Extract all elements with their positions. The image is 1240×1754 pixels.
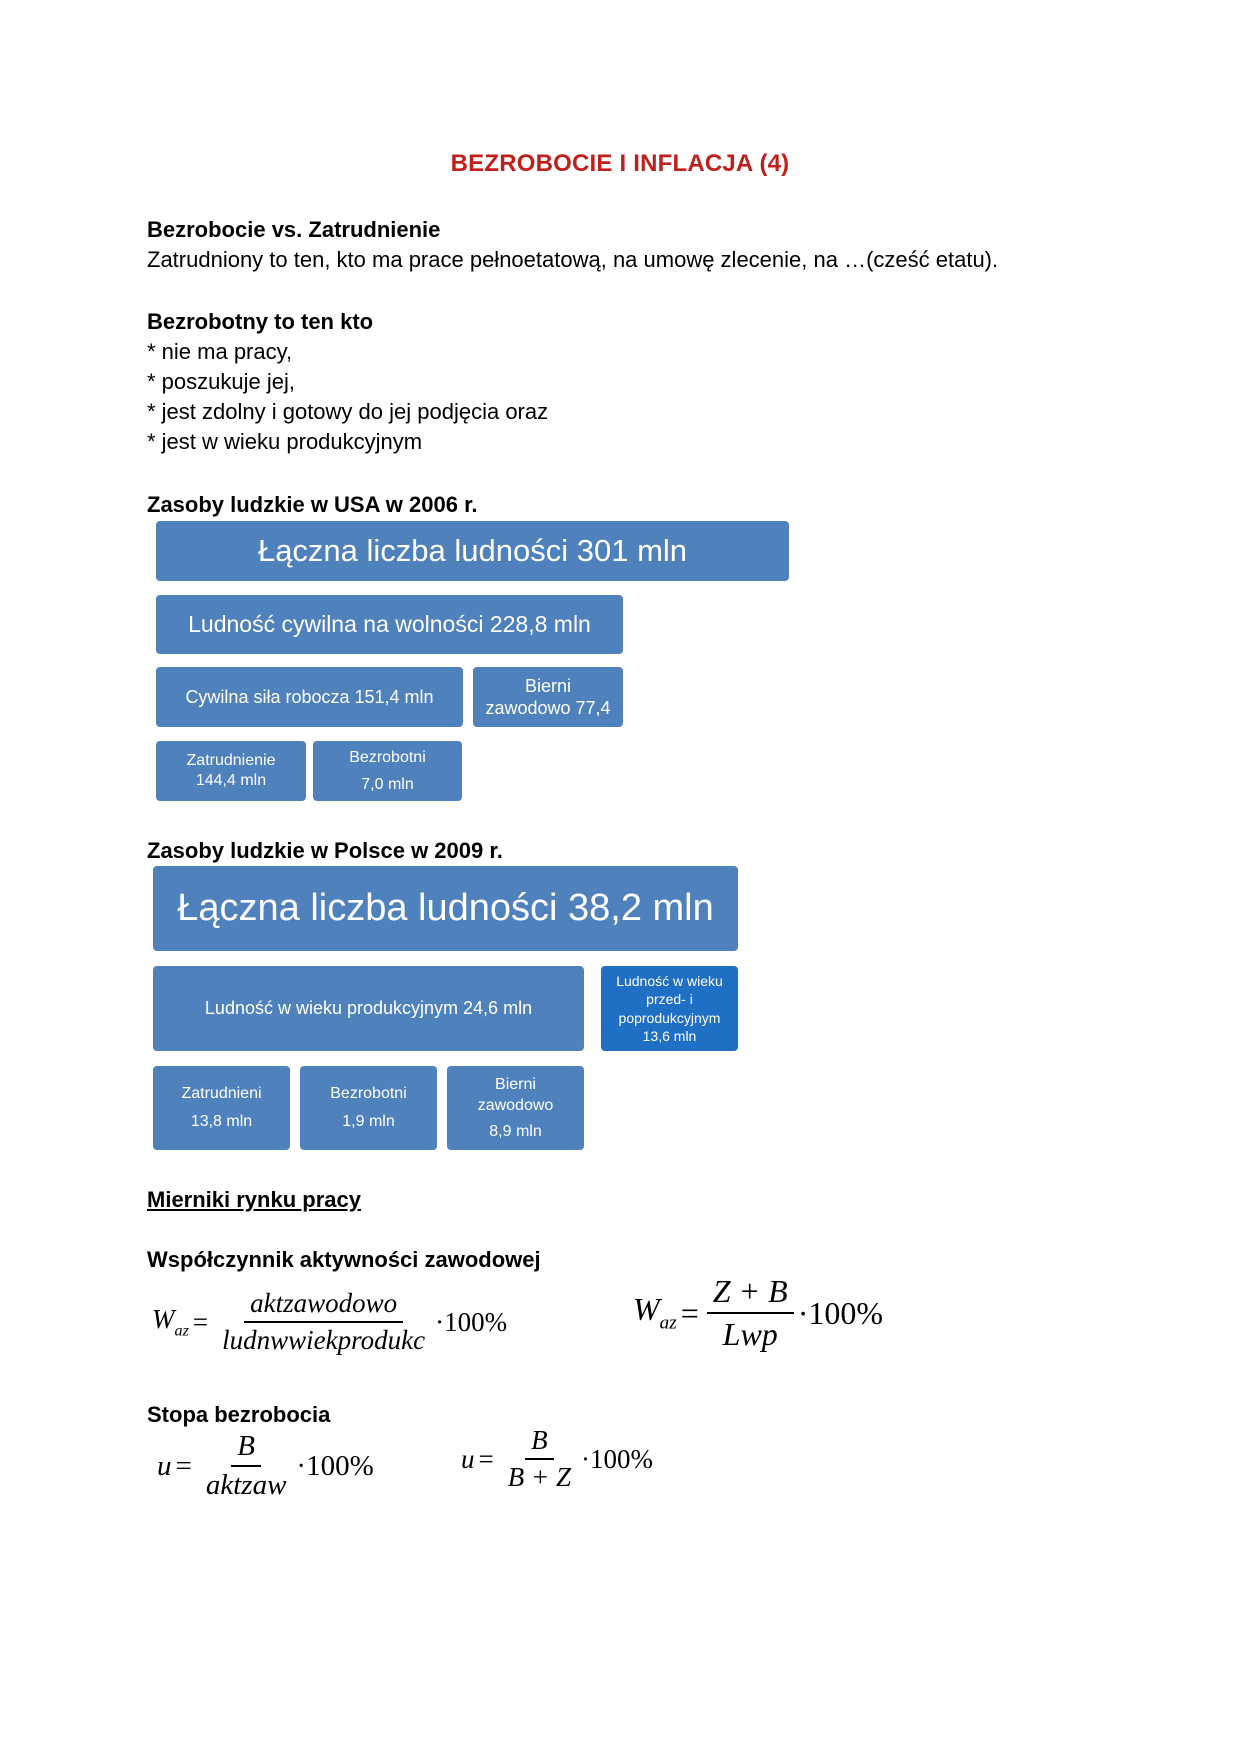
list-item: * nie ma pracy,	[147, 339, 293, 364]
unemployment-rate-heading: Stopa bezrobocia	[147, 1402, 331, 1427]
usa-civilian-box	[156, 595, 623, 654]
poland-employed-line: Zatrudnieni	[181, 1085, 262, 1102]
poland-total-box	[153, 866, 738, 951]
list-item: * jest zdolny i gotowy do jej podjęcia oraz	[147, 399, 549, 424]
usa-unemployed-line: Bezrobotni	[349, 748, 426, 766]
subscript-az: az	[174, 1321, 189, 1340]
measures-heading: Mierniki rynku pracy	[147, 1187, 361, 1212]
poland-other-age-line: Ludność w wieku	[616, 973, 723, 990]
fraction-denominator: ludnwwiekprodukc	[222, 1325, 426, 1355]
fraction-denominator: Lwp	[722, 1316, 778, 1352]
usa-employed-box	[156, 741, 306, 801]
usa-inactive-line: Bierni	[524, 675, 572, 696]
poland-heading: Zasoby ludzkie w Polsce w 2009 r.	[147, 838, 503, 863]
usa-inactive-line: zawodowo 77,4	[485, 698, 611, 718]
poland-working-age-box	[153, 966, 584, 1051]
usa-labor-force-label: Cywilna siła robocza 151,4 mln	[185, 686, 434, 707]
employment-definition: Zatrudniony to ten, kto ma prace pełnoetatową, na umowę zlecenie, na …(cześć etatu).	[147, 247, 999, 272]
fraction-numerator: B	[525, 1425, 554, 1460]
times-100-percent: ·100%	[296, 1449, 374, 1482]
fraction-denominator: B + Z	[507, 1462, 571, 1492]
fraction-denominator: aktzaw	[205, 1469, 287, 1501]
section-heading-unemployed: Bezrobotny to ten kto	[147, 309, 374, 334]
usa-total-label: Łączna liczba ludności 301 mln	[257, 532, 688, 568]
section-heading-employment: Bezrobocie vs. Zatrudnienie	[147, 217, 441, 242]
symbol-w: W	[152, 1303, 175, 1334]
fraction-numerator: Z + B	[707, 1273, 794, 1314]
poland-total-label: Łączna liczba ludności 38,2 mln	[177, 886, 714, 929]
fraction	[216, 1288, 431, 1356]
symbol-w: W	[633, 1291, 660, 1328]
poland-inactive-line: zawodowo	[477, 1097, 554, 1115]
poland-other-age-box	[601, 966, 738, 1051]
document-title: BEZROBOCIE I INFLACJA (4)	[450, 150, 790, 177]
fraction-numerator: B	[231, 1430, 261, 1467]
unemployment-rate-formula-1	[157, 1430, 374, 1502]
equals-sign: =	[478, 1443, 494, 1474]
poland-inactive-box	[447, 1066, 584, 1150]
fraction-numerator: aktzawodowo	[244, 1288, 403, 1323]
poland-unemployed-line: Bezrobotni	[330, 1085, 407, 1102]
poland-inactive-line: Bierni	[495, 1075, 536, 1093]
usa-total-box	[156, 521, 789, 581]
subscript-az: az	[659, 1312, 677, 1334]
list-item: * jest w wieku produkcyjnym	[147, 429, 423, 454]
activity-rate-formula-1	[152, 1288, 507, 1356]
activity-rate-formula-2	[633, 1273, 883, 1353]
usa-inactive-box	[473, 667, 623, 727]
usa-unemployed-line: 7,0 mln	[361, 776, 414, 793]
usa-heading: Zasoby ludzkie w USA w 2006 r.	[147, 492, 478, 517]
poland-working-age-label: Ludność w wieku produkcyjnym 24,6 mln	[204, 998, 533, 1019]
unemployment-rate-formula-2	[461, 1425, 653, 1493]
times-100-percent: ·100%	[797, 1294, 884, 1331]
poland-inactive-line: 8,9 mln	[489, 1122, 542, 1140]
poland-employed-line: 13,8 mln	[190, 1113, 253, 1130]
poland-unemployed-box	[300, 1066, 437, 1150]
fraction	[502, 1425, 577, 1493]
poland-unemployed-line: 1,9 mln	[342, 1113, 395, 1130]
times-100-percent: ·100%	[580, 1443, 653, 1474]
fraction	[200, 1430, 293, 1502]
equals-sign: =	[192, 1306, 209, 1337]
activity-rate-heading: Współczynnik aktywności zawodowej	[147, 1247, 541, 1272]
usa-civilian-label: Ludność cywilna na wolności 228,8 mln	[188, 611, 591, 638]
fraction	[707, 1273, 794, 1353]
usa-employed-line: 144,4 mln	[195, 772, 267, 789]
poland-other-age-line: poprodukcyjnym	[618, 1009, 721, 1026]
symbol-u: u	[157, 1449, 172, 1482]
usa-employed-line: Zatrudnienie	[186, 752, 276, 769]
poland-employed-box	[153, 1066, 290, 1150]
poland-other-age-line: 13,6 mln	[642, 1027, 697, 1044]
times-100-percent: ·100%	[435, 1306, 508, 1337]
equals-sign: =	[680, 1294, 699, 1331]
usa-labor-force-box	[156, 667, 463, 727]
poland-other-age-line: przed- i	[646, 991, 693, 1008]
usa-unemployed-box	[313, 741, 462, 801]
symbol-u: u	[461, 1443, 475, 1474]
equals-sign: =	[175, 1449, 192, 1482]
list-item: * poszukuje jej,	[147, 369, 295, 394]
